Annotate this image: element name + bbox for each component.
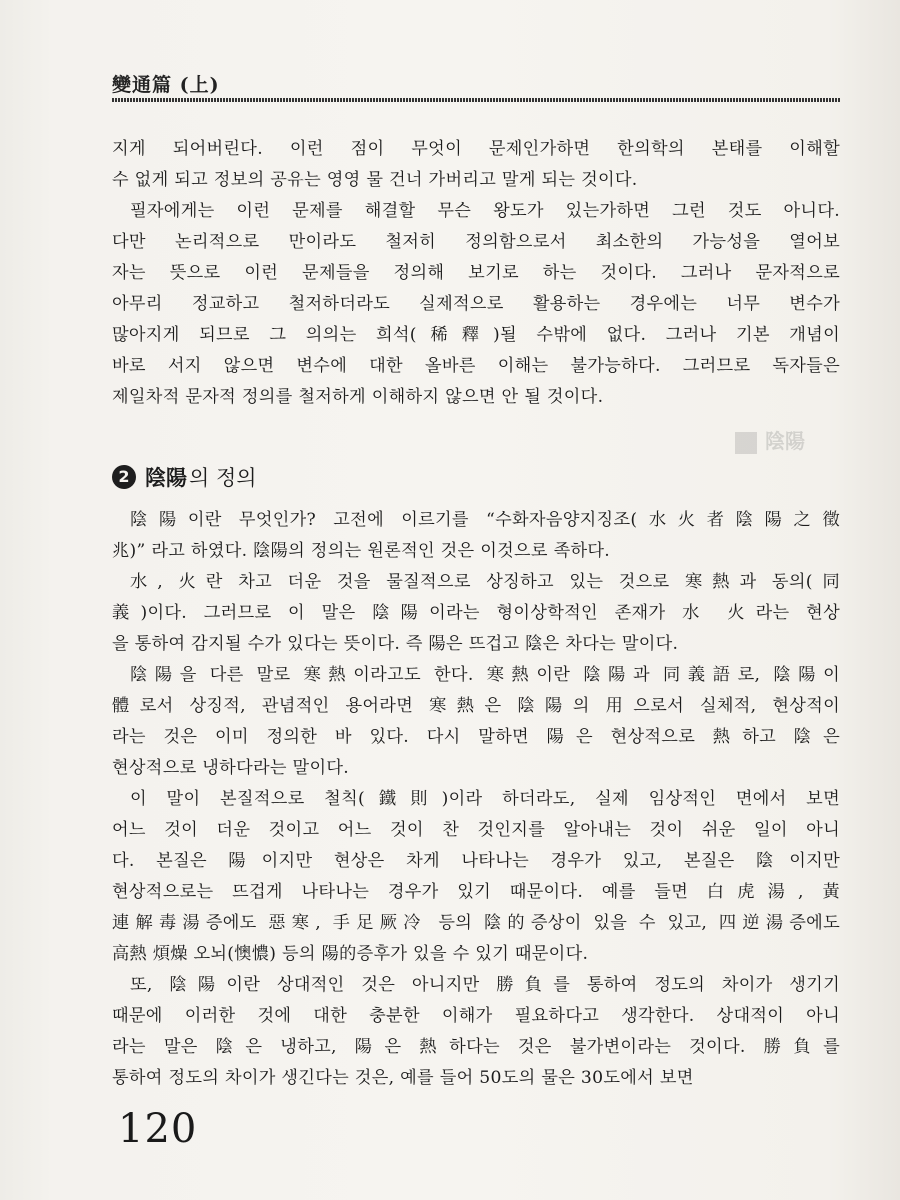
text-line: 때문에 이러한 것에 대한 충분한 이해가 필요하다고 생각한다. 상대적이 아니	[112, 1006, 840, 1026]
section-paragraphs	[112, 505, 840, 1094]
paragraph	[112, 567, 840, 660]
section-title: 陰陽	[145, 466, 187, 490]
text-line: 다. 본질은 陽이지만 현상은 차게 나타나는 경우가 있고, 본질은 陰이지만	[112, 851, 840, 871]
text-line: 라는 것은 이미 정의한 바 있다. 다시 말하면 陽은 현상적으로 熱하고 陰은	[112, 727, 840, 747]
page-body	[112, 134, 840, 1094]
text-line: 통하여 정도의 차이가 생긴다는 것은, 예를 들어 50도의 물은 30도에서 보면	[112, 1068, 694, 1088]
paragraph	[112, 660, 840, 784]
text-line: 義)이다. 그러므로 이 말은 陰陽이라는 형이상학적인 존재가 水 火라는 현상	[112, 603, 840, 623]
text-line: 連解毒湯증에도 惡寒, 手足厥冷 등의 陰的증상이 있을 수 있고, 四逆湯증에도	[112, 913, 840, 933]
header-rule	[112, 98, 840, 102]
text-line: 현상적으로 냉하다라는 말이다.	[112, 758, 350, 778]
text-line: 다만 논리적으로 만이라도 철저히 정의함으로서 최소한의 가능성을 열어보	[112, 232, 840, 252]
intro-paragraphs	[112, 134, 840, 413]
text-line: 지게 되어버린다. 이런 점이 무엇이 문제인가하면 한의학의 본태를 이해할	[112, 139, 840, 159]
text-line: 아무리 정교하고 철저하더라도 실제적으로 활용하는 경우에는 너무 변수가	[112, 294, 840, 314]
section-title-suffix: 의 정의	[189, 466, 257, 490]
paragraph	[112, 196, 840, 413]
text-line: 體로서 상징적, 관념적인 용어라면 寒熱은 陰陽의 用으로서 실체적, 현상적이	[112, 696, 840, 716]
text-line: 바로 서지 않으면 변수에 대한 올바른 이해는 불가능하다. 그러므로 독자들은	[112, 356, 840, 376]
text-line: 高熱 煩燥 오뇌(懊憹) 등의 陽的증후가 있을 수 있기 때문이다.	[112, 944, 589, 964]
text-line: 을 통하여 감지될 수가 있다는 뜻이다. 즉 陽은 뜨겁고 陰은 차다는 말이다.	[112, 634, 679, 654]
paragraph	[112, 134, 840, 196]
bleed-through-text: 陰陽	[735, 425, 845, 485]
section-heading	[112, 461, 840, 493]
paragraph	[112, 970, 840, 1094]
paragraph	[112, 784, 840, 970]
text-line: 陰陽을 다른 말로 寒熱이라고도 한다. 寒熱이란 陰陽과 同義語로, 陰陽이	[130, 665, 840, 685]
text-line: 필자에게는 이런 문제를 해결할 무슨 왕도가 있는가하면 그런 것도 아니다.	[130, 201, 840, 221]
text-line: 이 말이 본질적으로 철칙(鐵則)이라 하더라도, 실제 임상적인 면에서 보면	[130, 789, 840, 809]
text-line: 수 없게 되고 정보의 공유는 영영 물 건너 가버리고 말게 되는 것이다.	[112, 170, 638, 190]
text-line: 자는 뜻으로 이런 문제들을 정의해 보기로 하는 것이다. 그러나 문자적으로	[112, 263, 840, 283]
text-line: 어느 것이 더운 것이고 어느 것이 찬 것인지를 알아내는 것이 쉬운 일이 아니	[112, 820, 840, 840]
section-number-badge: 2	[112, 465, 136, 489]
text-line: 兆)” 라고 하였다. 陰陽의 정의는 원론적인 것은 이것으로 족하다.	[112, 541, 611, 561]
paragraph	[112, 505, 840, 567]
text-line: 陰陽이란 무엇인가? 고전에 이르기를 “수화자음양지징조(水火者陰陽之徵	[130, 510, 840, 530]
text-line: 제일차적 문자적 정의를 철저하게 이해하지 않으면 안 될 것이다.	[112, 387, 604, 407]
running-title: 變通篇 (上)	[112, 74, 220, 96]
text-line: 현상적으로는 뜨겁게 나타나는 경우가 있기 때문이다. 예를 들면 白虎湯, 黃	[112, 882, 840, 902]
page-number: 120	[118, 1106, 198, 1152]
text-line: 라는 말은 陰은 냉하고, 陽은 熱하다는 것은 불가변이라는 것이다. 勝負를	[112, 1037, 840, 1057]
page-header	[112, 70, 840, 110]
text-line: 많아지게 되므로 그 의의는 희석(稀釋)될 수밖에 없다. 그러나 기본 개념이	[112, 325, 840, 345]
text-line: 또, 陰陽이란 상대적인 것은 아니지만 勝負를 통하여 정도의 차이가 생기기	[130, 975, 840, 995]
text-line: 水, 火란 차고 더운 것을 물질적으로 상징하고 있는 것으로 寒熱과 동의(同	[130, 572, 840, 592]
